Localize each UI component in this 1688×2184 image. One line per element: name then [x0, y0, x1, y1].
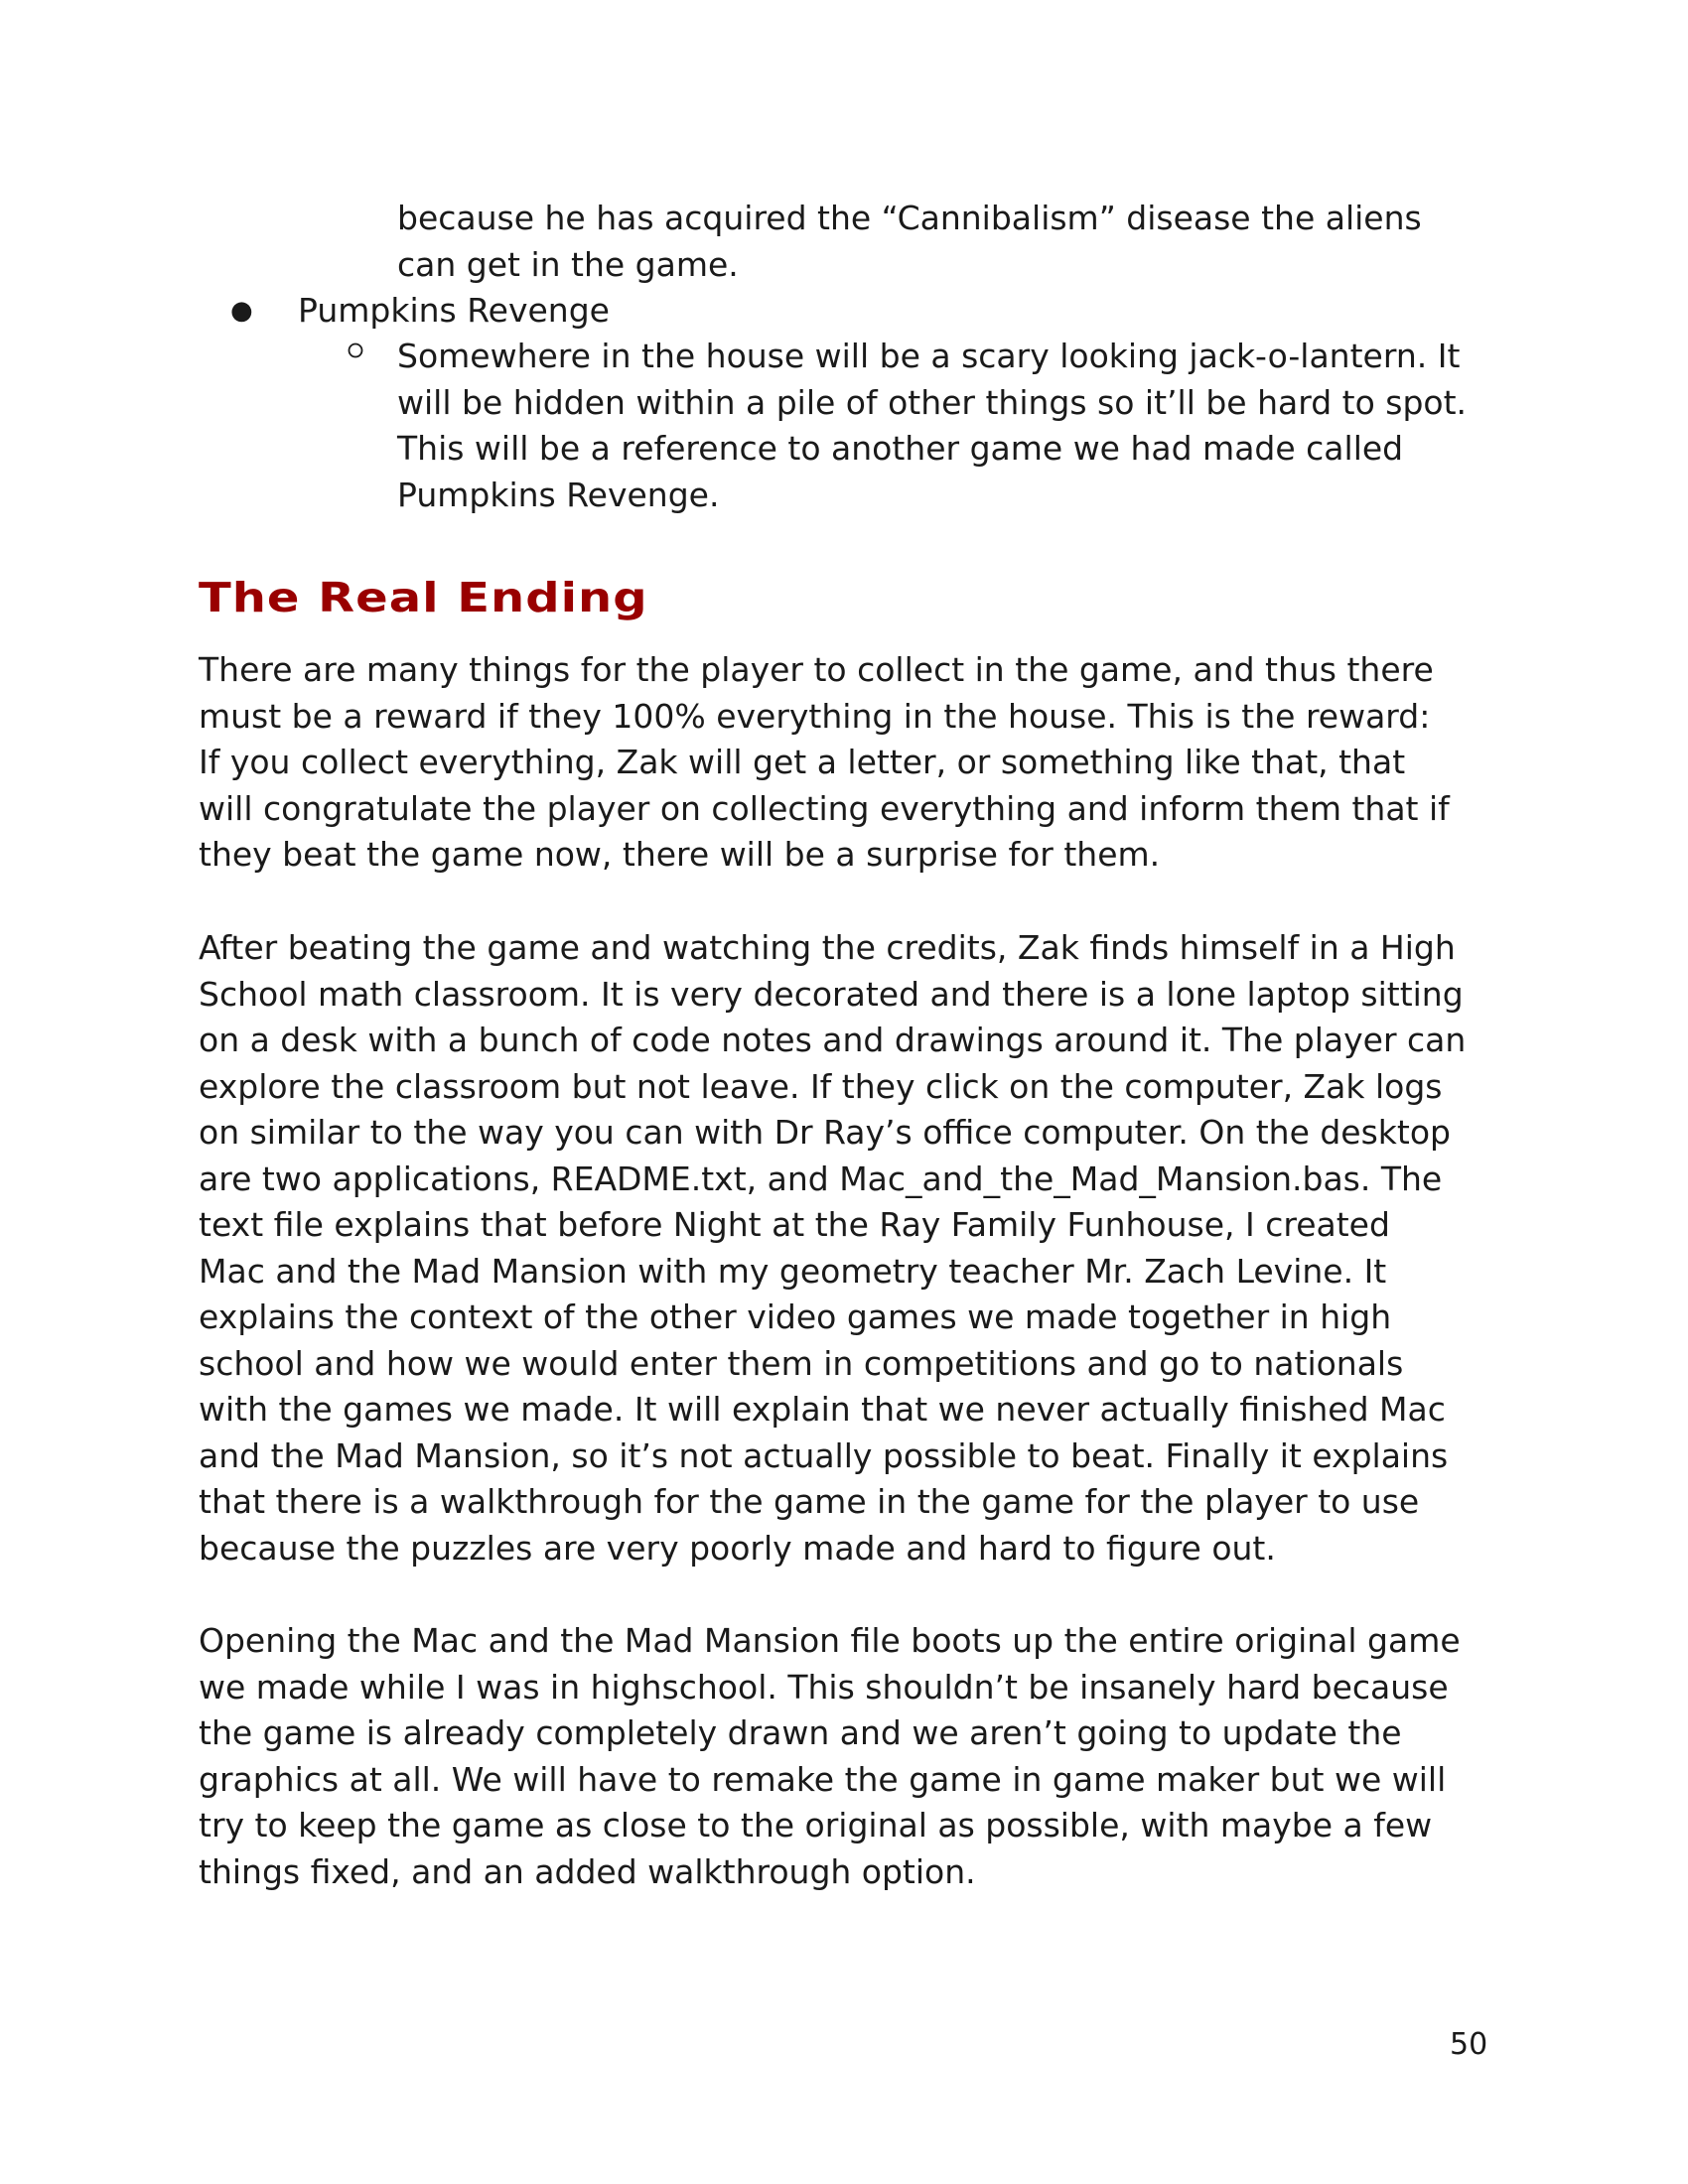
paragraph-original-game — [199, 1618, 1461, 1895]
text-line: will congratulate the player on collecting everything and inform them that if — [199, 788, 1450, 828]
text-line: text file explains that before Night at the Ray Family Funhouse, I created — [199, 1205, 1390, 1244]
text-line: that there is a walkthrough for the game in the game for the player to use — [199, 1482, 1420, 1521]
text-line: Somewhere in the house will be a scary looking jack-o-lantern. It — [397, 337, 1461, 375]
text-line: After beating the game and watching the credits, Zak finds himself in a High — [199, 928, 1456, 967]
text-line: are two applications, README.txt, and Mac_and_the_Mad_Mansion.bas. The — [199, 1159, 1443, 1198]
text-line: on a desk with a bunch of code notes and drawings around it. The player can — [199, 1021, 1467, 1059]
text-line: If you collect everything, Zak will get a letter, or something like that, that — [199, 743, 1406, 781]
text-line: on similar to the way you can with Dr Ray’s office computer. On the desktop — [199, 1113, 1451, 1152]
text-line: we made while I was in highschool. This shouldn’t be insanely hard because — [199, 1667, 1449, 1706]
paragraph-classroom — [199, 925, 1466, 1571]
text-line: school and how we would enter them in competitions and go to nationals — [199, 1343, 1404, 1383]
text-line: explains the context of the other video games we made together in high — [199, 1297, 1392, 1336]
text-line: must be a reward if they 100% everything in the house. This is the reward: — [199, 696, 1431, 736]
text-line: because the puzzles are very poorly made and hard to figure out. — [199, 1528, 1276, 1568]
text-line: Opening the Mac and the Mad Mansion file boots up the entire original game — [199, 1621, 1461, 1660]
text-line: graphics at all. We will have to remake the game in game maker but we will — [199, 1759, 1447, 1799]
section-heading: The Real Ending — [199, 574, 648, 622]
hollow-circle-bullet-icon — [346, 341, 365, 360]
text-line: Pumpkins Revenge. — [397, 475, 720, 514]
text-line: can get in the game. — [397, 244, 739, 284]
sub-bullet-text — [397, 334, 1467, 518]
continuation-text — [397, 196, 1422, 288]
text-line: School math classroom. It is very decorated and there is a lone laptop sitting — [199, 974, 1464, 1014]
text-line: with the games we made. It will explain that we never actually finished Mac — [199, 1390, 1446, 1429]
page-number: 50 — [1450, 2027, 1488, 2062]
text-line: because he has acquired the “Cannibalism” disease the aliens — [397, 199, 1422, 237]
paragraph-reward — [199, 647, 1450, 879]
text-line: This will be a reference to another game we had made called — [397, 429, 1404, 468]
text-line: will be hidden within a pile of other things so it’ll be hard to spot. — [397, 382, 1468, 422]
text-line: explore the classroom but not leave. If they click on the computer, Zak logs — [199, 1066, 1443, 1106]
text-line: things fixed, and an added walkthrough option. — [199, 1851, 976, 1891]
bullet-label: Pumpkins Revenge — [298, 291, 610, 330]
bullet-item-pumpkins-revenge — [230, 288, 610, 335]
bullet-icon: ● — [230, 296, 253, 326]
text-line: try to keep the game as close to the original as possible, with maybe a few — [199, 1806, 1433, 1844]
text-line: the game is already completely drawn and we aren’t going to update the — [199, 1713, 1402, 1752]
text-line: Mac and the Mad Mansion with my geometry teacher Mr. Zach Levine. It — [199, 1251, 1387, 1291]
text-line: and the Mad Mansion, so it’s not actually possible to beat. Finally it explains — [199, 1435, 1449, 1475]
text-line: There are many things for the player to collect in the game, and thus there — [199, 650, 1434, 689]
text-line: they beat the game now, there will be a surprise for them. — [199, 835, 1161, 874]
